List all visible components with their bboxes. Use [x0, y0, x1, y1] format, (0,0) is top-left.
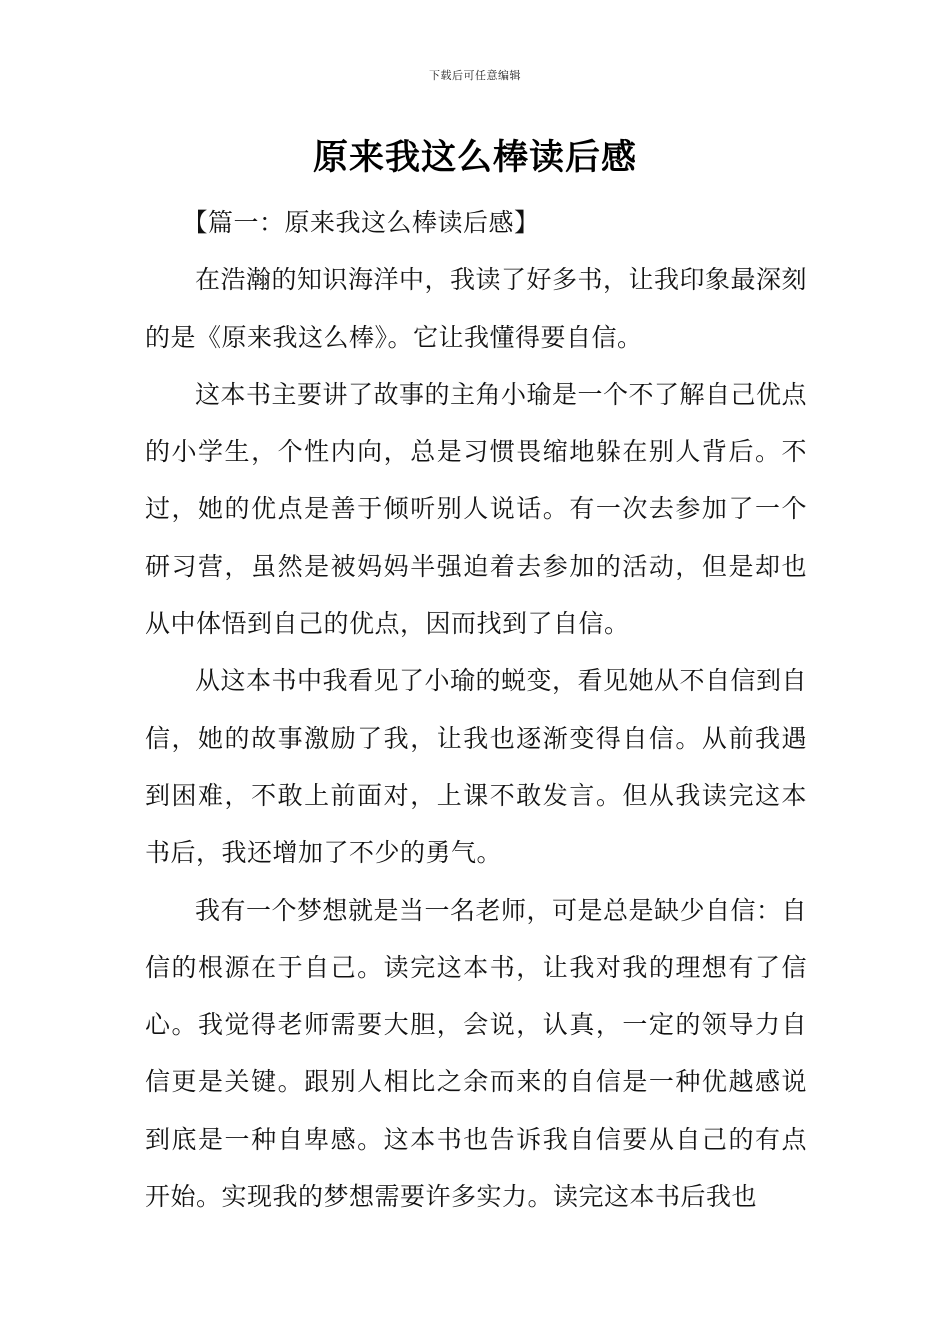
document-body [145, 194, 807, 1225]
paragraph-4: 我有一个梦想就是当一名老师，可是总是缺少自信：自信的根源在于自己。读完这本书，让我对我的理想有了信心。我觉得老师需要大胆，会说，认真，一定的领导力自信更是关键。跟别人相比之余而来的自信是一种优越感说到底是一种自卑感。这本书也告诉我自信要从自己的有点开始。实现我的梦想需要许多实力。读完这本书后我也 [145, 895, 808, 1212]
document-title: 原来我这么棒读后感 [312, 138, 637, 178]
section-heading: 【篇一：原来我这么棒读后感】 [182, 208, 540, 237]
header-note: 下载后可任意编辑 [429, 69, 521, 82]
paragraph-1: 在浩瀚的知识海洋中，我读了好多书，让我印象最深刻的是《原来我这么棒》。它让我懂得要自信。 [145, 265, 808, 352]
paragraph-3: 从这本书中我看见了小瑜的蜕变，看见她从不自信到自信，她的故事激励了我，让我也逐渐变得自信。从前我遇到困难，不敢上前面对，上课不敢发言。但从我读完这本书后，我还增加了不少的勇气。 [145, 666, 808, 868]
paragraph-2: 这本书主要讲了故事的主角小瑜是一个不了解自己优点的小学生，个性内向，总是习惯畏缩地躲在别人背后。不过，她的优点是善于倾听别人说话。有一次去参加了一个研习营，虽然是被妈妈半强迫着去参加的活动，但是却也从中体悟到自己的优点，因而找到了自信。 [145, 379, 808, 639]
